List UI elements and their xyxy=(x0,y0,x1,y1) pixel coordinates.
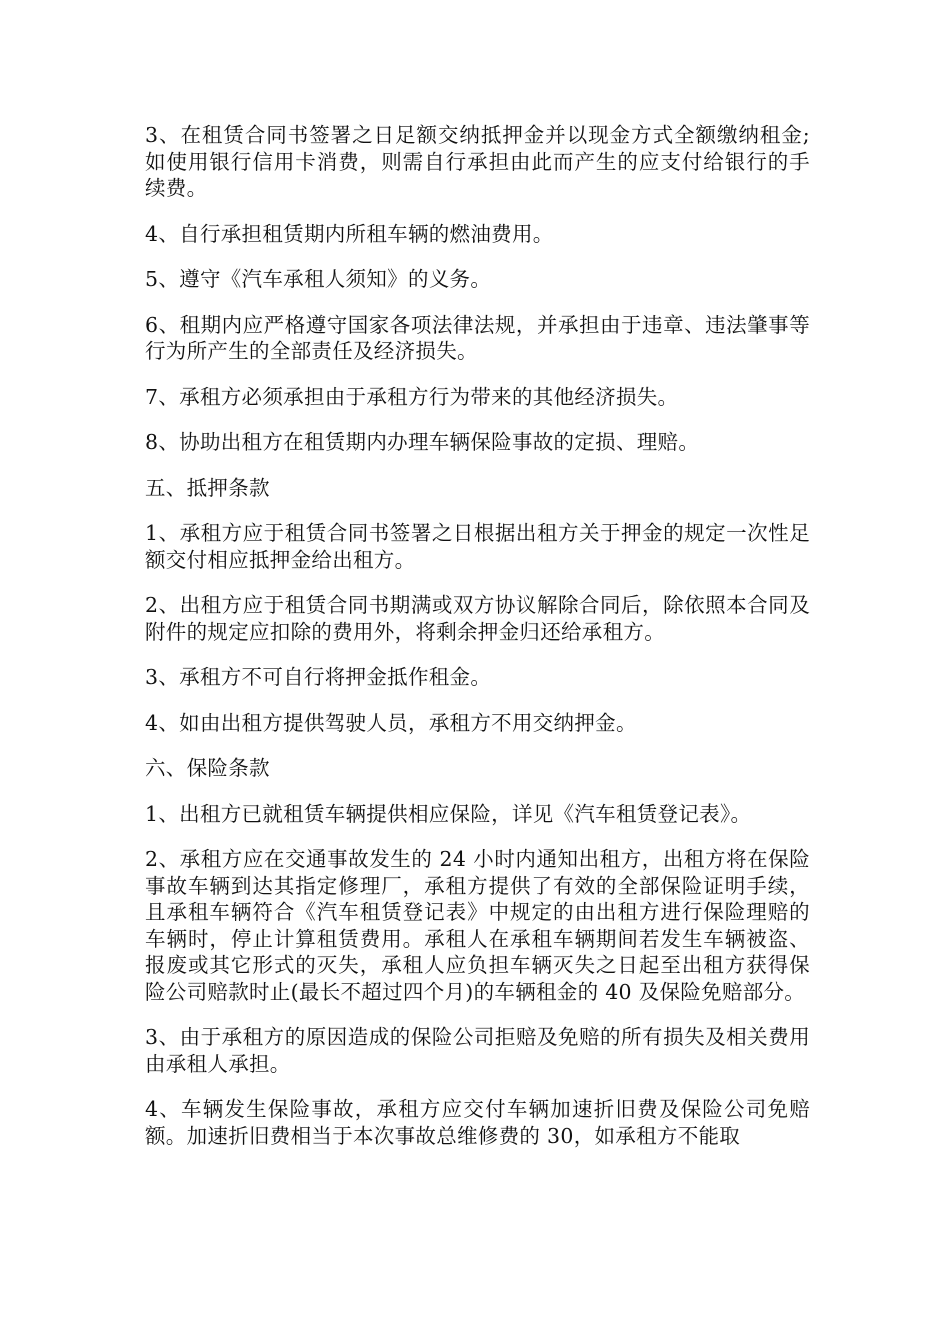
clause-6-1: 1、出租方已就租赁车辆提供相应保险，详见《汽车租赁登记表》。 xyxy=(145,801,752,826)
clause-4-6: 6、租期内应严格遵守国家各项法律法规，并承担由于违章、违法肇事等行为所产生的全部责任及经济损失。 xyxy=(145,312,810,363)
clause-4-5: 5、遵守《汽车承租人须知》的义务。 xyxy=(145,267,492,291)
clause-5-2: 2、出租方应于租赁合同书期满或双方协议解除合同后，除依照本合同及附件的规定应扣除的费用外，将剩余押金归还给承租方。 xyxy=(145,593,810,644)
clause-5-3: 3、承租方不可自行将押金抵作租金。 xyxy=(145,665,492,689)
section-heading-insurance: 六、保险条款 xyxy=(145,756,270,780)
clause-5-4: 4、如由出租方提供驾驶人员，承租方不用交纳押金。 xyxy=(145,710,637,735)
document-page xyxy=(145,122,810,1168)
clause-4-3: 3、在租赁合同书签署之日足额交纳抵押金并以现金方式全额缴纳租金;如使用银行信用卡消费，则需自行承担由此而产生的应支付给银行的手续费。 xyxy=(145,123,810,200)
clause-5-1: 1、承租方应于租赁合同书签署之日根据出租方关于押金的规定一次性足额交付相应抵押金给出租方。 xyxy=(145,521,810,572)
clause-4-4: 4、自行承担租赁期内所租车辆的燃油费用。 xyxy=(145,221,554,246)
clause-4-7: 7、承租方必须承担由于承租方行为带来的其他经济损失。 xyxy=(145,384,679,409)
clause-4-8: 8、协助出租方在租赁期内办理车辆保险事故的定损、理赔。 xyxy=(145,430,700,454)
clause-6-4: 4、车辆发生保险事故，承租方应交付车辆加速折旧费及保险公司免赔额。加速折旧费相当于本次事故总维修费的 30，如承租方不能取 xyxy=(145,1097,810,1148)
clause-6-2: 2、承租方应在交通事故发生的 24 小时内通知出租方，出租方将在保险事故车辆到达其指定修理厂，承租方提供了有效的全部保险证明手续，且承租车辆符合《汽车租赁登记表》中规定的由出租方进行保险理赔的车辆时，停止计算租赁费用。承租人在承租车辆期间若发生车辆被盗、报废或其它形式的灭失，承租人应负担车辆灭失之日起至出租方获得保险公司赔款时止(最长不超过四个月)的车辆租金的 40 及保险免赔部分。 xyxy=(145,847,810,1004)
clause-6-3: 3、由于承租方的原因造成的保险公司拒赔及免赔的所有损失及相关费用由承租人承担。 xyxy=(145,1025,810,1076)
section-heading-deposit: 五、抵押条款 xyxy=(145,475,270,500)
